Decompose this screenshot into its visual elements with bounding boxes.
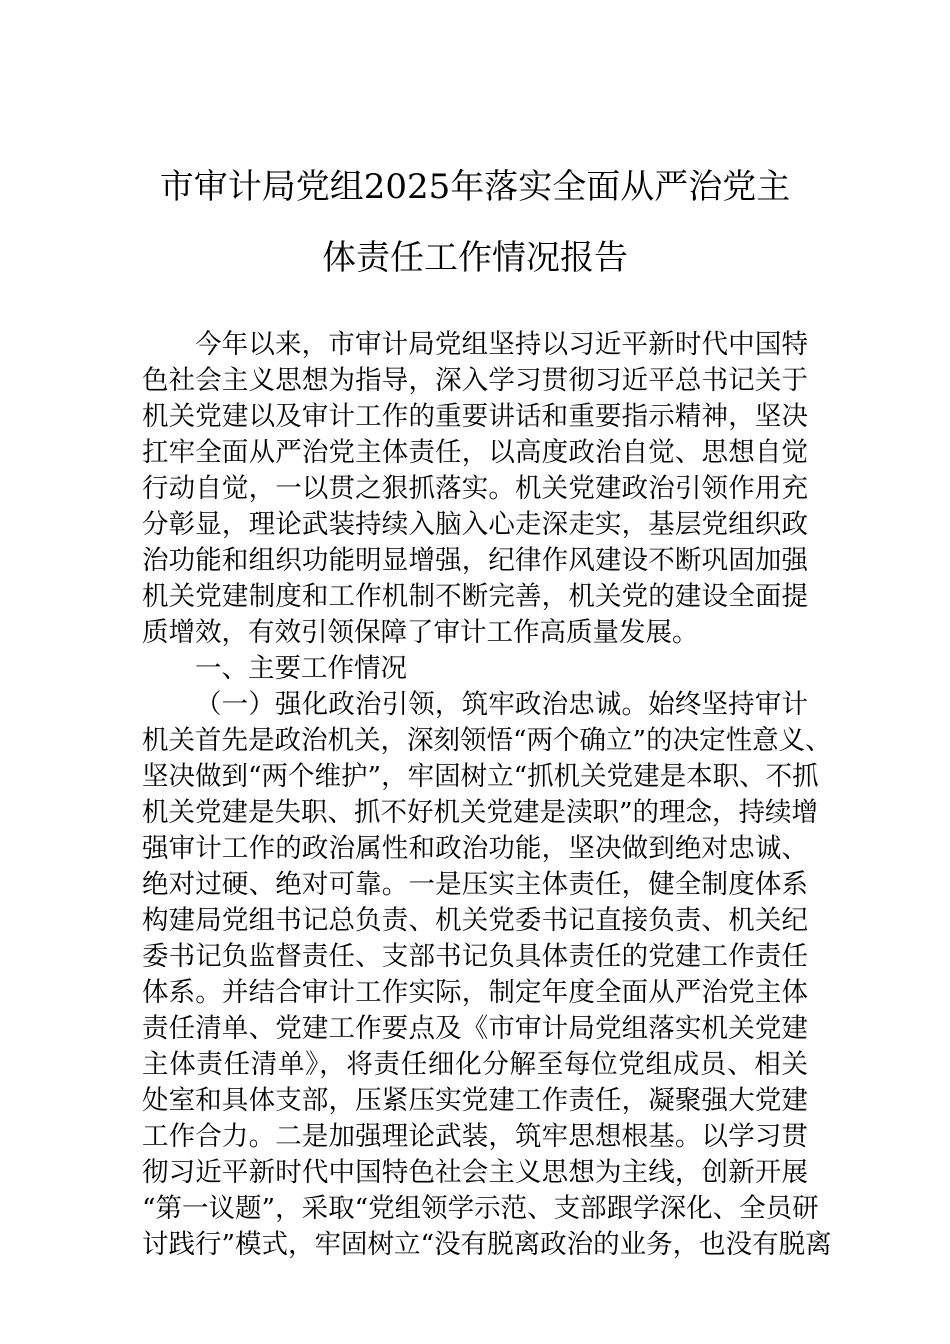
paragraph-line: 处室和具体支部，压紧压实党建工作责任，凝聚强大党建 <box>142 1085 808 1116</box>
paragraph-line: 治功能和组织功能明显增强，纪律作风建设不断巩固加强 <box>142 545 808 576</box>
paragraph-line: 讨践行”模式，牢固树立“没有脱离政治的业务，也没有脱离 <box>142 1229 832 1260</box>
paragraph-line: 体系。并结合审计工作实际，制定年度全面从严治党主体 <box>142 977 808 1008</box>
paragraph-line: 机关党建制度和工作机制不断完善，机关党的建设全面提 <box>142 581 808 612</box>
subsection-heading-line: （一）强化政治引领，筑牢政治忠诚。始终坚持审计 <box>195 689 808 720</box>
paragraph-line: 强审计工作的政治属性和政治功能，坚决做到绝对忠诚、 <box>142 833 808 864</box>
paragraph-line: 分彰显，理论武装持续入脑入心走深走实，基层党组织政 <box>142 509 808 540</box>
paragraph-line: 构建局党组书记总负责、机关党委书记直接负责、机关纪 <box>142 905 808 936</box>
paragraph-line: 行动自觉，一以贯之狠抓落实。机关党建政治引领作用充 <box>142 473 808 504</box>
paragraph-line: 绝对过硬、绝对可靠。一是压实主体责任，健全制度体系 <box>142 869 808 900</box>
paragraph-line: 扛牢全面从严治党主体责任，以高度政治自觉、思想自觉 <box>142 437 808 468</box>
paragraph-line: 质增效，有效引领保障了审计工作高质量发展。 <box>142 617 699 648</box>
paragraph-line: “第一议题”，采取“党组领学示范、支部跟学深化、全员研 <box>142 1193 819 1224</box>
paragraph-line: 主体责任清单》，将责任细化分解至每位党组成员、相关 <box>142 1049 808 1080</box>
paragraph-line: 今年以来，市审计局党组坚持以习近平新时代中国特 <box>195 329 808 360</box>
paragraph-line: 工作合力。二是加强理论武装，筑牢思想根基。以学习贯 <box>142 1121 808 1152</box>
paragraph-line: 色社会主义思想为指导，深入学习贯彻习近平总书记关于 <box>142 365 808 396</box>
paragraph-line: 责任清单、党建工作要点及《市审计局党组落实机关党建 <box>142 1013 808 1044</box>
paragraph-line: 委书记负监督责任、支部书记负具体责任的党建工作责任 <box>142 941 808 972</box>
document-title-line-2: 体责任工作情况报告 <box>322 238 628 278</box>
paragraph-line: 机关党建是失职、抓不好机关党建是渎职”的理念，持续增 <box>142 797 819 828</box>
section-heading: 一、主要工作情况 <box>195 653 407 684</box>
paragraph-line: 机关党建以及审计工作的重要讲话和重要指示精神，坚决 <box>142 401 808 432</box>
paragraph-line: 彻习近平新时代中国特色社会主义思想为主线，创新开展 <box>142 1157 808 1188</box>
paragraph-line: 坚决做到“两个维护”，牢固树立“抓机关党建是本职、不抓 <box>142 761 819 792</box>
paragraph-line: 机关首先是政治机关，深刻领悟“两个确立”的决定性意义、 <box>142 725 832 756</box>
document-title-line-1: 市审计局党组2025年落实全面从严治党主 <box>159 167 791 207</box>
